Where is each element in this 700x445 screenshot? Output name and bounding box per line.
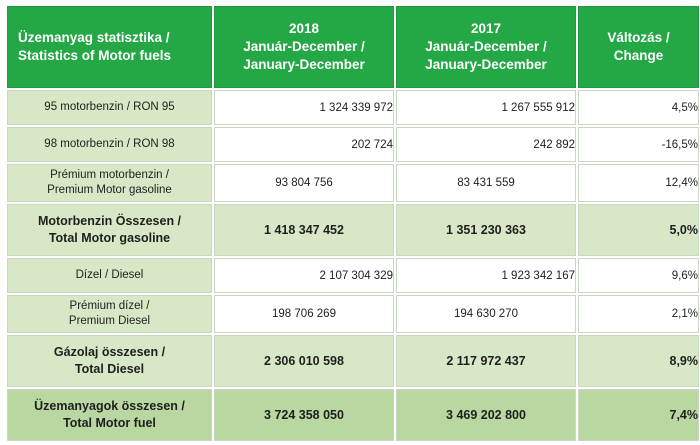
- value-2018: 202 724: [214, 127, 394, 162]
- row-label-text: 95 motorbenzin / RON 95: [44, 101, 175, 113]
- value-2018: 3 724 358 050: [214, 389, 394, 441]
- header-text: Változás /: [607, 30, 670, 45]
- value-2017: 242 892: [396, 127, 576, 162]
- value-2018: 93 804 756: [214, 164, 394, 202]
- header-text: 2017: [470, 21, 502, 36]
- row-label-text: Motorbenzin Összesen /: [37, 214, 182, 228]
- row-label-text: 98 motorbenzin / RON 98: [44, 138, 175, 150]
- value-2017: 1 267 555 912: [396, 90, 576, 125]
- row-label: [7, 90, 212, 125]
- row-label-text: Total Motor gasoline: [48, 231, 171, 245]
- value-change: 2,1%: [578, 295, 699, 333]
- table-header-row: [7, 6, 699, 88]
- header-text: Január-December /: [425, 39, 547, 54]
- header-text: Január-December /: [243, 39, 365, 54]
- value-change: 5,0%: [578, 204, 699, 256]
- row-label-text: Prémium dízel /: [69, 300, 150, 312]
- header-text: Üzemanyag statisztika /: [18, 30, 170, 45]
- row-label-text: Premium Motor gasoline: [47, 184, 172, 196]
- row-label-text: Premium Diesel: [68, 315, 151, 327]
- value-2017: 3 469 202 800: [396, 389, 576, 441]
- value-change: 12,4%: [578, 164, 699, 202]
- grand-total-row: [7, 389, 699, 441]
- row-label: [7, 127, 212, 162]
- value-change: -16,5%: [578, 127, 699, 162]
- value-2018: 2 107 304 329: [214, 258, 394, 293]
- table-row: [7, 164, 699, 202]
- value-change: 4,5%: [578, 90, 699, 125]
- value-change: 8,9%: [578, 335, 699, 387]
- table-row: [7, 90, 699, 125]
- value-2018: 198 706 269: [214, 295, 394, 333]
- header-text: January-December: [243, 57, 365, 72]
- value-change: 7,4%: [578, 389, 699, 441]
- row-label: [7, 295, 212, 333]
- value-2017: 2 117 972 437: [396, 335, 576, 387]
- header-text: January-December: [425, 57, 547, 72]
- header-2017: [396, 6, 576, 88]
- value-2017: 83 431 559: [396, 164, 576, 202]
- row-label-text: Total Diesel: [74, 362, 145, 376]
- value-2017: 1 351 230 363: [396, 204, 576, 256]
- table-row: [7, 258, 699, 293]
- subtotal-row: [7, 335, 699, 387]
- header-text: Statistics of Motor fuels: [18, 48, 172, 63]
- row-label-text: Üzemanyagok összesen /: [34, 399, 185, 413]
- row-label-text: Gázolaj összesen /: [53, 345, 166, 359]
- value-change: 9,6%: [578, 258, 699, 293]
- subtotal-row: [7, 204, 699, 256]
- value-2018: 1 324 339 972: [214, 90, 394, 125]
- value-2017: 194 630 270: [396, 295, 576, 333]
- value-2017: 1 923 342 167: [396, 258, 576, 293]
- header-fuel-statistics: [7, 6, 212, 88]
- row-label: [7, 389, 212, 441]
- row-label-text: Dízel / Diesel: [75, 269, 144, 281]
- row-label: [7, 258, 212, 293]
- table-row: [7, 295, 699, 333]
- table-row: [7, 127, 699, 162]
- value-2018: 2 306 010 598: [214, 335, 394, 387]
- header-text: 2018: [288, 21, 320, 36]
- row-label: [7, 164, 212, 202]
- row-label-text: Prémium motorbenzin /: [50, 169, 169, 181]
- header-text: Change: [613, 48, 664, 63]
- header-2018: [214, 6, 394, 88]
- row-label-text: Total Motor fuel: [63, 416, 156, 430]
- row-label: [7, 335, 212, 387]
- value-2018: 1 418 347 452: [214, 204, 394, 256]
- row-label: [7, 204, 212, 256]
- header-change: [578, 6, 699, 88]
- motor-fuel-statistics-table: [5, 4, 700, 443]
